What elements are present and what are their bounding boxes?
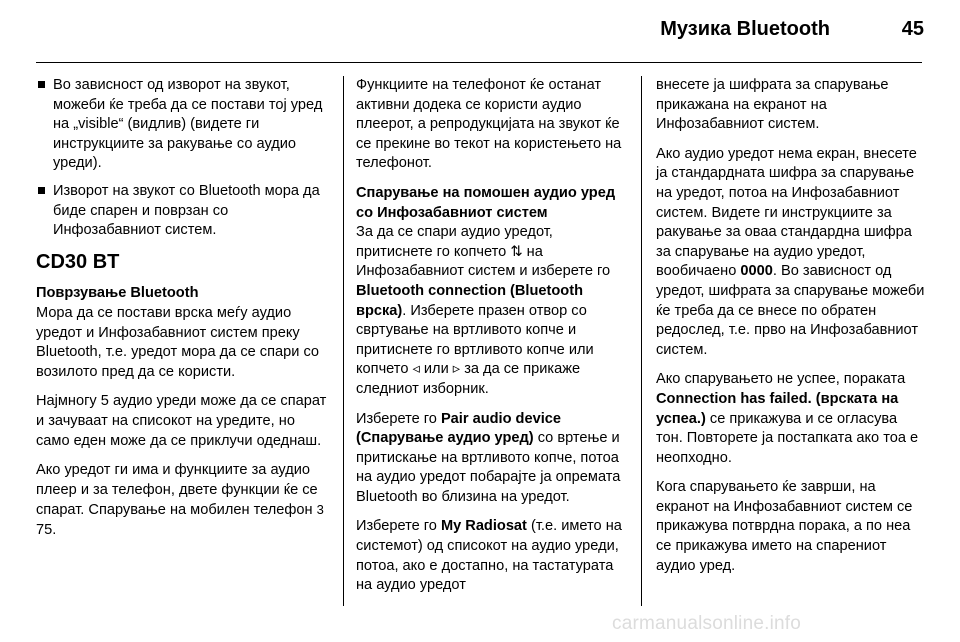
paragraph: Најмногу 5 аудио уреди може да се спарат и зачуваат на списокот на уредите, но само еден може да се приклучи одеднаш. [36, 393, 327, 449]
paragraph: Функциите на телефонот ќе останат активни додека се користи аудио плеерот, а репродукцијата на звукот ќе се прекине во текот на користењето на телефонот. [356, 77, 622, 172]
subheading: Спарување на помошен аудио уред со Инфозабавниот систем [356, 184, 616, 221]
menu-item-bluetooth-connection: Bluetooth connection (Bluetooth врска) [356, 282, 583, 319]
column-1 [36, 76, 328, 550]
column-3 [656, 76, 926, 586]
text: или [423, 361, 449, 378]
text: на Инфозабавниот систем и изберете го [356, 243, 611, 280]
paragraph [356, 410, 628, 508]
paragraph [656, 370, 926, 468]
text: (т.е. името на системот) од списокот на аудио уреди, потоа, ако е достапно, на тастатурата на аудио уредот [356, 518, 622, 594]
phone-music-button-icon: ⇅ [510, 243, 523, 260]
text: Ако аудио уредот нема екран, внесете ја стандардната шифра за спарување на уредот, потоа на Инфозабавниот систем. Видете ги инструкциите за ракување за оваа стандардна шифра за спарување на аудио уредот, вообичаено [656, 145, 917, 280]
paragraph-text: Ако уредот ги има и функциите за аудио плеер и за телефон, двете функции ќе се спарат. Спарување на мобилен телефон [36, 462, 318, 519]
column-divider-1 [343, 76, 344, 606]
paragraph: внесете ја шифрата за спарување прикажана на екранот на Инфозабавниот систем. [656, 77, 889, 133]
connection-failed-message: Connection has failed. (врската на успеа.) [656, 390, 899, 427]
bullet-text: Изворот на звукот со Bluetooth мора да биде спарен и поврзан со Инфозабавниот систем. [53, 182, 320, 239]
paragraph: Кога спарувањето ќе заврши, на екранот на Инфозабавниот систем се прикажува потврдна порака, а по неа се прикажува името на спарениот аудио уред. [656, 479, 913, 574]
paragraph: Мора да се постави врска меѓу аудио уредот и Инфозабавниот систем преку Bluetooth, т.е. уредот мора да се спари со возилото пред да се користи. [36, 304, 320, 380]
page-ref-number: 75. [36, 521, 57, 538]
text: . Во зависност од уредот, шифрата за спарување можеби ќе треба да се внесе по обратен редослед, т.е. прво на Инфозабавниот систем. [656, 263, 925, 358]
text: за да се прикаже следниот изборник. [356, 361, 581, 397]
page-title: Музика Bluetooth [660, 18, 830, 40]
subheading: Поврзување Bluetooth [36, 285, 199, 302]
right-arrow-button-icon: ▹ [452, 361, 461, 378]
watermark: carmanualsonline.info [612, 613, 802, 634]
bullet-item [36, 76, 328, 174]
left-arrow-button-icon: ◃ [412, 361, 420, 378]
menu-item-pair-audio-device: Pair audio device (Спарување аудио уред) [356, 410, 561, 447]
paragraph [356, 517, 628, 595]
text: Изберете го [356, 518, 437, 535]
page-number: 45 [901, 18, 924, 40]
page-ref-arrow-icon: 3 [316, 502, 324, 518]
text: . Изберете празен отвор со свртување на вртливото копче и притиснете го вртливото копче или копчето [356, 302, 594, 378]
system-name-my-radiosat: My Radiosat [440, 518, 527, 535]
paragraph [36, 461, 328, 540]
bullet-text: Во зависност од изворот на звукот, можеби ќе треба да се постави тој уред на „visible“ (видлив) (видете ги инструкциите за ракување со аудио уреди). [53, 77, 323, 172]
text: се прикажува и се огласува тон. Повторете ја постапката ако тоа е неопходно. [656, 410, 919, 466]
column-divider-2 [641, 76, 642, 606]
bullet-item [36, 182, 328, 241]
header-divider [36, 62, 922, 63]
text: Ако спарувањето не успее, пораката [656, 371, 906, 388]
text: Изберете го [356, 410, 437, 427]
square-bullet-icon [38, 81, 45, 88]
paragraph [656, 145, 926, 361]
default-pairing-code: 0000 [740, 263, 773, 280]
text: За да се спари аудио уредот, притиснете го копчето [356, 224, 553, 260]
column-2 [356, 76, 628, 606]
section-heading: CD30 BT [36, 250, 120, 273]
text: со вртење и притискање на вртливото копче, потоа на аудио уредот побарајте ја опремата Bluetooth во близина на уредот. [356, 430, 621, 505]
square-bullet-icon [38, 187, 45, 194]
paragraph [356, 223, 628, 399]
